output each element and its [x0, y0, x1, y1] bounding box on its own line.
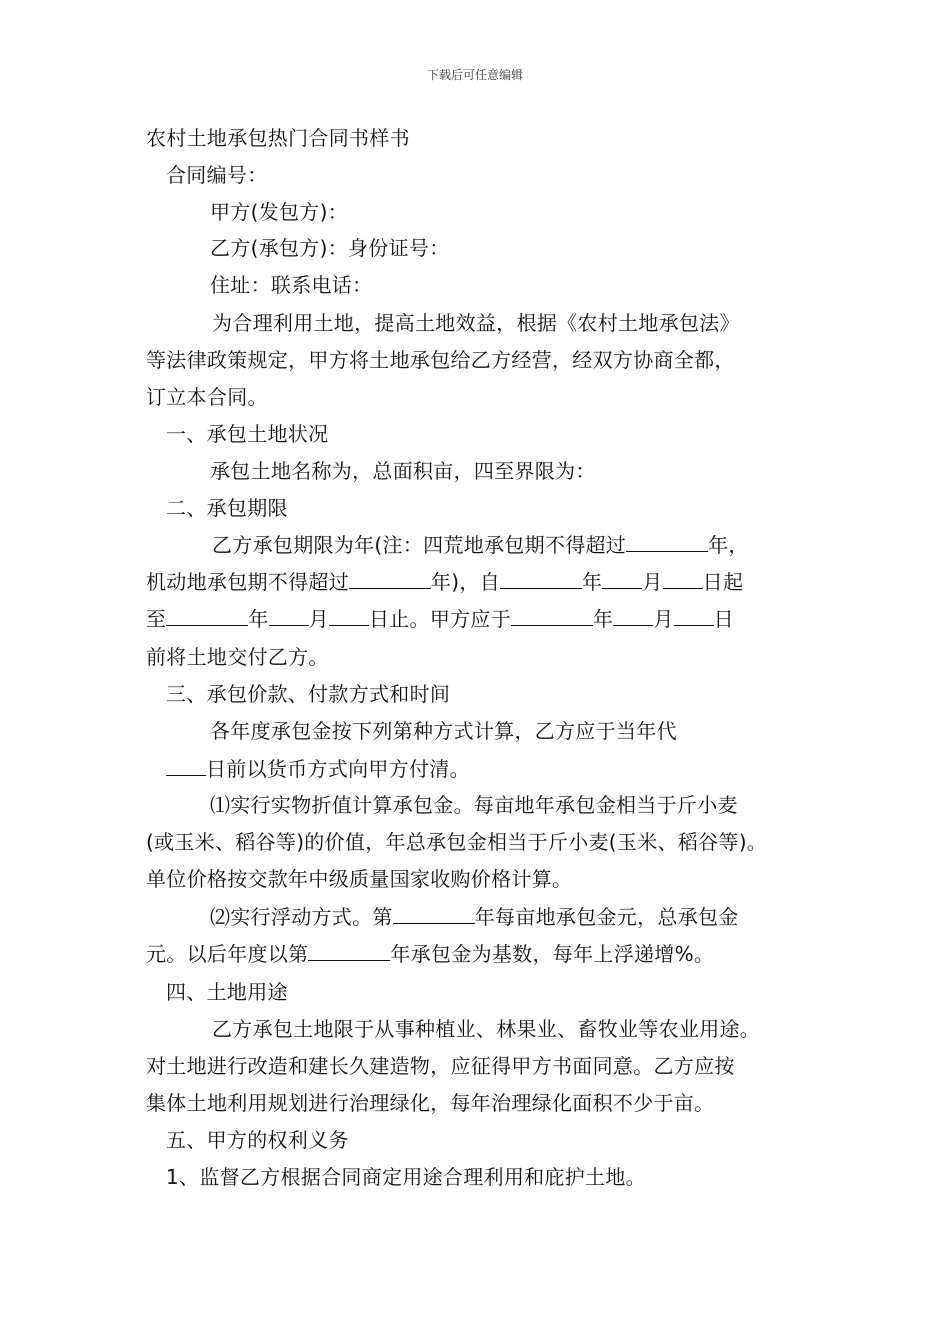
- blank-field: [674, 606, 714, 626]
- contract-number-label: 合同编号：: [166, 163, 268, 187]
- s2-l3-text-f: 月: [653, 607, 674, 631]
- blank-field: [500, 569, 582, 589]
- section-3-p2-line-1: [210, 904, 739, 929]
- party-a-label: 甲方(发包方)：: [210, 200, 349, 224]
- s3-p2-text-a: ⑵实行浮动方式。第: [210, 905, 393, 929]
- section-1-heading: 一、承包土地状况: [166, 422, 329, 446]
- section-4-line-2: 对土地进行改造和建长久建造物，应征得甲方书面同意。乙方应按: [146, 1054, 735, 1078]
- section-5-item-1: 1、监督乙方根据合同商定用途合理利用和庇护土地。: [166, 1165, 646, 1189]
- s2-l3-text-g: 日: [713, 607, 734, 631]
- section-2-line-4: 前将土地交付乙方。: [146, 645, 329, 669]
- s2-l3-text-c: 月: [308, 607, 329, 631]
- section-3-p1-line-2: (或玉米、稻谷等)的价值，年总承包金相当于斤小麦(玉米、稻谷等)。: [146, 830, 768, 854]
- section-5-heading: 五、甲方的权利义务: [166, 1128, 349, 1152]
- section-4-heading: 四、土地用途: [166, 980, 288, 1004]
- blank-field: [626, 532, 708, 552]
- blank-field: [613, 606, 653, 626]
- section-4-line-1: 乙方承包土地限于从事种植业、林果业、畜牧业等农业用途。: [212, 1017, 761, 1041]
- s2-l2-text-d: 月: [642, 570, 663, 594]
- blank-field: [663, 569, 703, 589]
- section-3-heading: 三、承包价款、付款方式和时间: [166, 682, 451, 706]
- blank-field: [349, 569, 431, 589]
- s3-p2-text-d: 年承包金为基数，每年上浮递增%。: [390, 942, 715, 966]
- document-title: 农村土地承包热门合同书样书: [146, 126, 410, 150]
- s2-l2-text-a: 机动地承包期不得超过: [146, 570, 349, 594]
- section-3-p1-line-1: ⑴实行实物折值计算承包金。每亩地年承包金相当于斤小麦: [210, 793, 738, 817]
- section-2-heading: 二、承包期限: [166, 496, 288, 520]
- s2-l3-text-a: 至: [146, 607, 167, 631]
- s2-l3-text-e: 年: [593, 607, 614, 631]
- s3-l2-text: 日前以货币方式向甲方付清。: [206, 757, 470, 781]
- intro-line-2: 等法律政策规定，甲方将土地承包给乙方经营，经双方协商全都，: [146, 348, 735, 372]
- section-2-line-1: [212, 532, 749, 557]
- blank-field: [166, 756, 206, 776]
- s2-l1-text-b: 年，: [708, 533, 749, 557]
- blank-field: [393, 904, 475, 924]
- blank-field: [329, 606, 369, 626]
- blank-field: [602, 569, 642, 589]
- intro-line-3: 订立本合同。: [146, 385, 268, 409]
- s3-p2-text-c: 元。以后年度以第: [146, 942, 309, 966]
- section-3-line-1: 各年度承包金按下列第种方式计算，乙方应于当年代: [210, 719, 677, 743]
- section-3-line-2: [166, 756, 470, 781]
- section-4-line-3: 集体土地利用规划进行治理绿化，每年治理绿化面积不少于亩。: [146, 1091, 715, 1115]
- section-1-text: 承包土地名称为，总面积亩，四至界限为：: [210, 459, 596, 483]
- blank-field: [511, 606, 593, 626]
- page-header-note: 下载后可任意编辑: [426, 68, 523, 82]
- s2-l2-text-e: 日起: [702, 570, 744, 594]
- blank-field: [308, 941, 390, 961]
- blank-field: [166, 606, 248, 626]
- party-b-label: 乙方(承包方)：身份证号：: [210, 236, 450, 260]
- intro-line-1: 为合理利用土地，提高土地效益，根据《农村土地承包法》: [212, 311, 740, 335]
- s2-l2-text-b: 年)，自: [431, 570, 501, 594]
- s3-p2-text-b: 年每亩地承包金元，总承包金: [474, 905, 739, 929]
- section-3-p2-line-2: [146, 941, 714, 966]
- s2-l2-text-c: 年: [582, 570, 603, 594]
- section-3-p1-line-3: 单位价格按交款年中级质量国家收购价格计算。: [146, 867, 573, 891]
- s2-l3-text-d: 日止。甲方应于: [368, 607, 512, 631]
- s2-l1-text-a: 乙方承包期限为年(注：四荒地承包期不得超过: [212, 533, 627, 557]
- address-label: 住址：联系电话：: [210, 273, 373, 297]
- section-2-line-3: [146, 606, 734, 631]
- blank-field: [269, 606, 309, 626]
- s2-l3-text-b: 年: [248, 607, 269, 631]
- section-2-line-2: [146, 569, 743, 594]
